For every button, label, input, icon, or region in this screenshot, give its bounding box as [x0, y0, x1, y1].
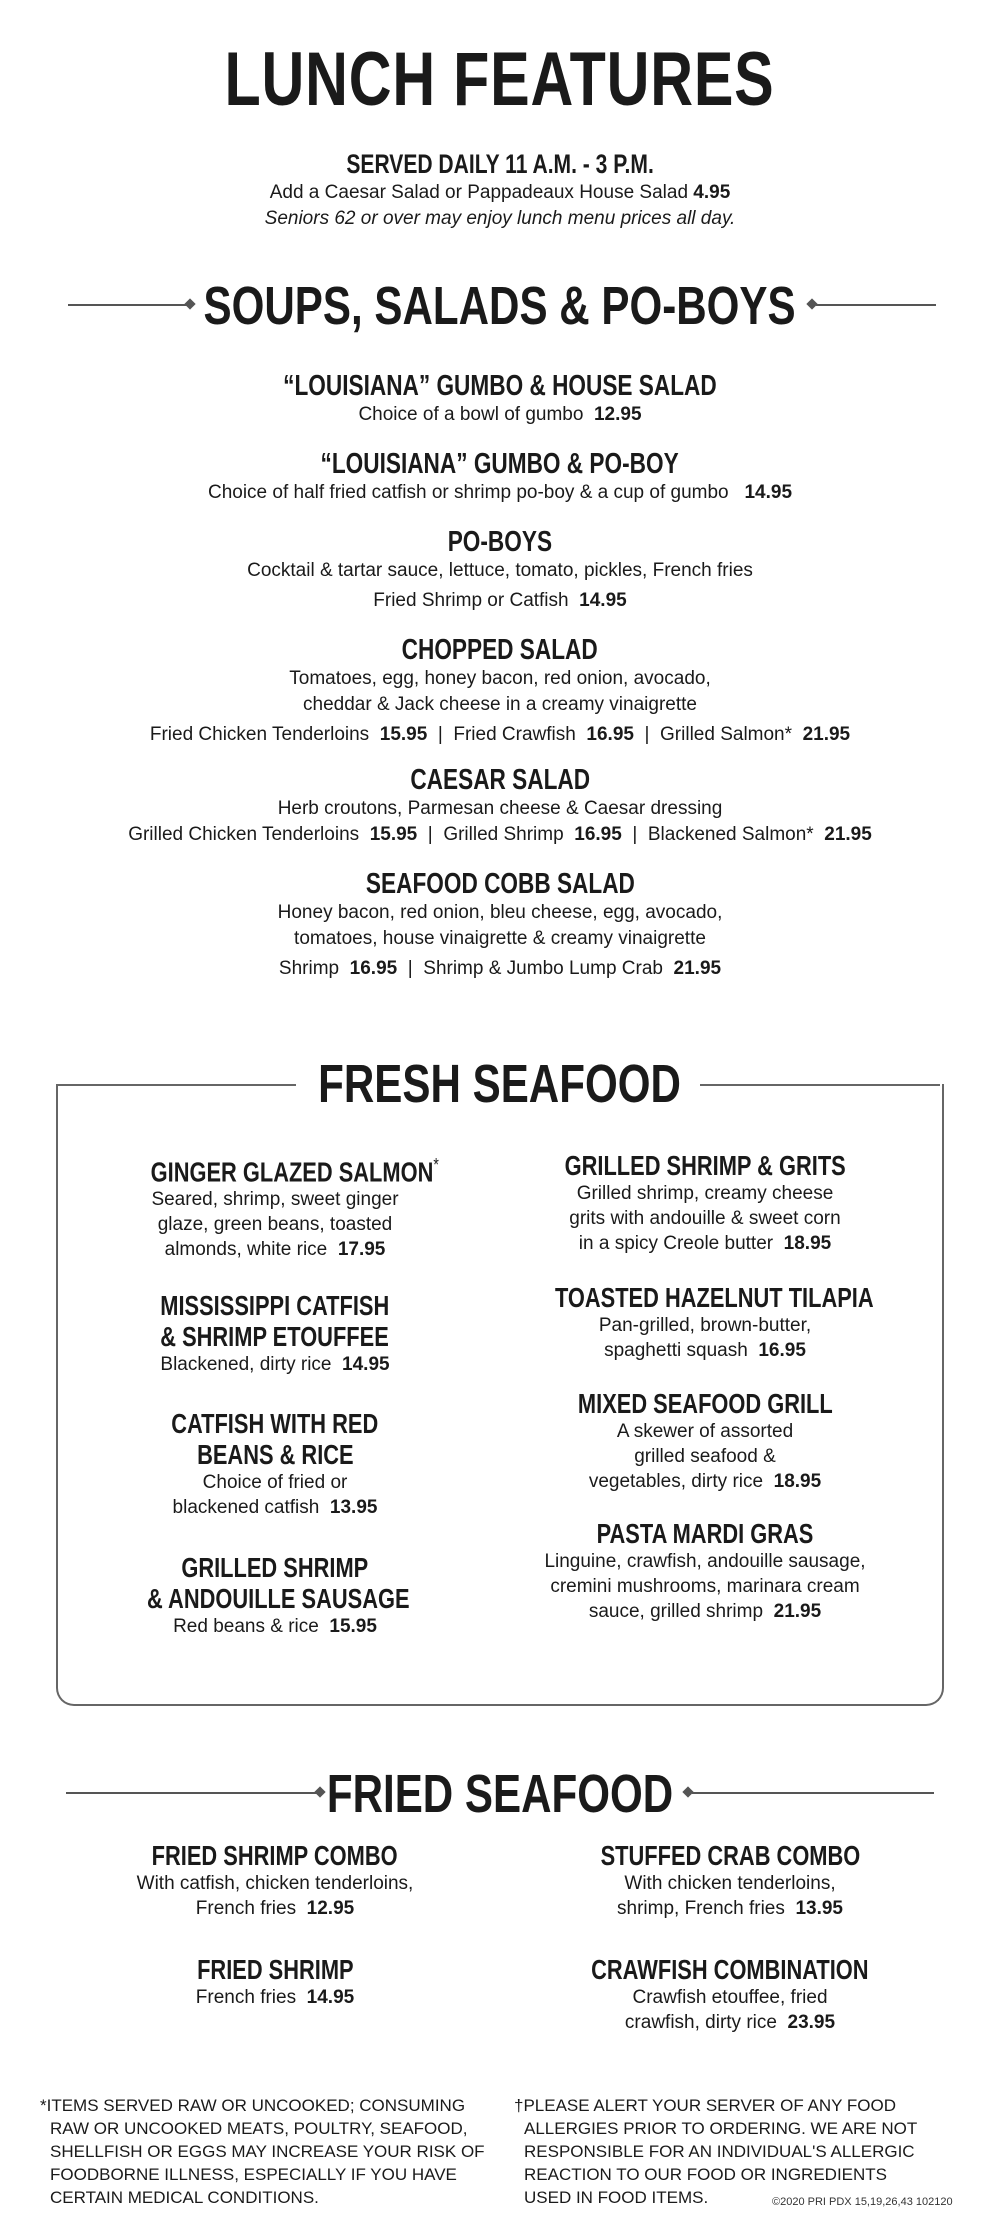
- item-option: Fried Shrimp or Catfish: [373, 590, 569, 611]
- served-hours: SERVED DAILY 11 A.M. - 3 P.M.: [346, 149, 654, 179]
- menu-item: [0, 448, 1000, 506]
- option-price: 21.95: [802, 724, 851, 745]
- item-name: MIXED SEAFOOD GRILL: [577, 1388, 833, 1419]
- item-desc: Pan-grilled, brown-butter,: [598, 1315, 812, 1336]
- item-desc: glaze, green beans, toasted: [157, 1214, 393, 1236]
- menu-item: [110, 1552, 440, 1639]
- item-options: Grilled Chicken Tenderloins 15.95 | Grilled Shrimp 16.95 | Blackened Salmon* 21.95: [128, 824, 872, 845]
- item-desc: Honey bacon, red onion, bleu cheese, egg, avocado,: [277, 902, 723, 923]
- footnote-line: USED IN FOOD ITEMS.: [524, 2188, 709, 2207]
- page-title: [0, 37, 1000, 122]
- menu-item: [0, 634, 1000, 748]
- menu-item: [510, 1518, 900, 1624]
- option-price: 15.95: [379, 724, 428, 745]
- menu-item: [95, 1954, 455, 2010]
- addon-line: [0, 180, 1000, 206]
- item-name: CAESAR SALAD: [410, 764, 590, 796]
- item-desc: Red beans & rice: [173, 1616, 319, 1637]
- section-soups-header: [0, 276, 1000, 336]
- footnote-line: REACTION TO OUR FOOD OR INGREDIENTS: [524, 2165, 888, 2184]
- item-desc: French fries: [195, 1987, 297, 2008]
- menu-item: [0, 764, 1000, 848]
- footnote-raw: [40, 2094, 510, 2209]
- item-price: 13.95: [795, 1898, 843, 1919]
- raw-mark: *: [433, 1155, 439, 1175]
- addon-price: 4.95: [693, 181, 731, 203]
- option-label: Grilled Salmon*: [660, 724, 793, 745]
- item-name: [151, 1150, 439, 1187]
- menu-item: [510, 1150, 900, 1256]
- item-desc: grits with andouille & sweet corn: [569, 1208, 841, 1229]
- item-price: 18.95: [773, 1471, 822, 1492]
- option-label: Blackened Salmon*: [647, 824, 814, 845]
- item-name: FRIED SHRIMP COMBO: [152, 1840, 398, 1871]
- option-price: 15.95: [369, 824, 418, 845]
- section-fried-title: FRIED SEAFOOD: [326, 1764, 674, 1824]
- item-desc: crawfish, dirty rice: [624, 2012, 777, 2033]
- menu-item: [0, 370, 1000, 428]
- item-desc: Choice of a bowl of gumbo: [358, 404, 584, 425]
- item-name: “LOUISIANA” GUMBO & PO-BOY: [320, 448, 680, 480]
- item-price: 17.95: [337, 1239, 386, 1261]
- option-label: Fried Chicken Tenderloins: [149, 724, 370, 745]
- item-price: 21.95: [773, 1601, 822, 1622]
- item-name: FRIED SHRIMP: [196, 1954, 354, 1985]
- footnote-line: RAW OR UNCOOKED MEATS, POULTRY, SEAFOOD,: [50, 2119, 468, 2138]
- item-name: & ANDOUILLE SAUSAGE: [147, 1583, 410, 1614]
- print-code: ©2020 PRI PDX 15,19,26,43 102120: [772, 2196, 953, 2208]
- section-fried-header: [0, 1764, 1000, 1824]
- item-price: 15.95: [329, 1616, 377, 1637]
- item-name: GRILLED SHRIMP: [181, 1552, 369, 1583]
- footnote-line: RESPONSIBLE FOR AN INDIVIDUAL'S ALLERGIC: [524, 2142, 915, 2161]
- item-name: MISSISSIPPI CATFISH: [160, 1290, 390, 1321]
- item-desc: Cocktail & tartar sauce, lettuce, tomato, pickles, French fries: [247, 560, 753, 581]
- item-price: 14.95: [579, 590, 627, 611]
- item-desc: Herb croutons, Parmesan cheese & Caesar dressing: [277, 798, 723, 819]
- item-price: 14.95: [342, 1354, 390, 1375]
- item-name-text: GINGER GLAZED SALMON: [150, 1156, 434, 1188]
- item-name: “LOUISIANA” GUMBO & HOUSE SALAD: [283, 370, 717, 402]
- item-name: SEAFOOD COBB SALAD: [365, 868, 635, 900]
- item-price: 14.95: [744, 482, 793, 503]
- footnote-line: †PLEASE ALERT YOUR SERVER OF ANY FOOD: [514, 2096, 897, 2115]
- item-price: 12.95: [306, 1898, 355, 1919]
- footnote-allergy: [514, 2094, 964, 2209]
- footnote-line: FOODBORNE ILLNESS, ESPECIALLY IF YOU HAVE: [50, 2165, 457, 2184]
- served-info: [0, 150, 1000, 232]
- page-title-text: LUNCH FEATURES: [225, 37, 775, 122]
- item-name: & SHRIMP ETOUFFEE: [160, 1321, 390, 1352]
- item-desc: French fries: [195, 1898, 297, 1919]
- item-desc: vegetables, dirty rice: [588, 1471, 764, 1492]
- item-price: 18.95: [783, 1233, 832, 1254]
- menu-item: [0, 526, 1000, 614]
- section-soups-title: SOUPS, SALADS & PO-BOYS: [203, 276, 797, 336]
- divider-line: [816, 304, 936, 306]
- item-desc: Linguine, crawfish, andouille sausage,: [544, 1551, 866, 1572]
- menu-item: [110, 1290, 440, 1377]
- item-options: Shrimp 16.95 | Shrimp & Jumbo Lump Crab 21.95: [278, 958, 722, 979]
- section-fresh-title: FRESH SEAFOOD: [318, 1054, 682, 1114]
- option-price: 21.95: [673, 958, 722, 979]
- item-name: PO-BOYS: [447, 526, 553, 558]
- item-name: TOASTED HAZELNUT TILAPIA: [554, 1282, 874, 1313]
- item-desc: Choice of fried or: [202, 1472, 348, 1493]
- item-desc: Crawfish etouffee, fried: [632, 1987, 828, 2008]
- item-options: Fried Chicken Tenderloins 15.95 | Fried Crawfish 16.95 | Grilled Salmon* 21.95: [149, 724, 851, 745]
- menu-item: [95, 1840, 455, 1921]
- option-label: Shrimp & Jumbo Lump Crab: [423, 958, 663, 979]
- item-desc: Choice of half fried catfish or shrimp po-boy & a cup of gumbo: [207, 482, 729, 503]
- item-desc: almonds, white rice: [164, 1239, 328, 1261]
- item-name: STUFFED CRAB COMBO: [600, 1840, 860, 1871]
- item-desc: With catfish, chicken tenderloins,: [136, 1873, 414, 1894]
- item-desc: tomatoes, house vinaigrette & creamy vinaigrette: [294, 928, 706, 949]
- menu-item: [510, 1388, 900, 1494]
- divider-line: [692, 1792, 934, 1794]
- option-label: Grilled Chicken Tenderloins: [128, 824, 360, 845]
- item-desc: Tomatoes, egg, honey bacon, red onion, avocado,: [289, 668, 711, 689]
- menu-item: [110, 1150, 440, 1262]
- item-name: CATFISH WITH RED: [171, 1408, 379, 1439]
- item-price: 23.95: [787, 2012, 836, 2033]
- option-label: Shrimp: [278, 958, 340, 979]
- item-desc: A skewer of assorted: [616, 1421, 794, 1442]
- footnote-line: ALLERGIES PRIOR TO ORDERING. WE ARE NOT: [524, 2119, 918, 2138]
- item-price: 16.95: [758, 1340, 806, 1361]
- item-price: 13.95: [329, 1497, 378, 1518]
- footnote-line: CERTAIN MEDICAL CONDITIONS.: [50, 2188, 319, 2207]
- menu-item: [550, 1954, 910, 2035]
- item-desc: Seared, shrimp, sweet ginger: [151, 1189, 399, 1211]
- footnote-line: *ITEMS SERVED RAW OR UNCOOKED; CONSUMING: [40, 2096, 466, 2115]
- option-price: 16.95: [349, 958, 398, 979]
- item-name: GRILLED SHRIMP & GRITS: [564, 1150, 846, 1181]
- footnote-line: SHELLFISH OR EGGS MAY INCREASE YOUR RISK OF: [50, 2142, 485, 2161]
- item-name: CHOPPED SALAD: [401, 634, 599, 666]
- option-price: 16.95: [586, 724, 634, 745]
- item-desc: cremini mushrooms, marinara cream: [550, 1576, 860, 1597]
- section-fresh-header: [0, 1054, 1000, 1114]
- item-desc: in a spicy Creole butter: [578, 1233, 774, 1254]
- item-name: PASTA MARDI GRAS: [596, 1518, 814, 1549]
- item-desc: shrimp, French fries: [617, 1898, 785, 1919]
- item-desc: sauce, grilled shrimp: [588, 1601, 764, 1622]
- item-desc: Blackened, dirty rice: [160, 1354, 332, 1375]
- menu-item: [510, 1282, 900, 1363]
- item-desc: With chicken tenderloins,: [624, 1873, 836, 1894]
- item-desc: spaghetti squash: [604, 1340, 748, 1361]
- item-price: 12.95: [593, 404, 642, 425]
- menu-item: [0, 868, 1000, 982]
- item-price: 14.95: [306, 1987, 355, 2008]
- item-name: BEANS & RICE: [196, 1439, 354, 1470]
- option-label: Fried Crawfish: [453, 724, 576, 745]
- option-label: Grilled Shrimp: [443, 824, 564, 845]
- option-price: 21.95: [824, 824, 872, 845]
- item-name: CRAWFISH COMBINATION: [591, 1954, 869, 1985]
- menu-item: [550, 1840, 910, 1921]
- seniors-note: Seniors 62 or over may enjoy lunch menu prices all day.: [264, 207, 736, 229]
- menu-item: [110, 1408, 440, 1520]
- item-desc: blackened catfish: [172, 1497, 320, 1518]
- item-desc: Grilled shrimp, creamy cheese: [576, 1183, 834, 1204]
- item-desc: grilled seafood &: [634, 1446, 776, 1467]
- addon-text: Add a Caesar Salad or Pappadeaux House Salad: [269, 181, 689, 203]
- item-desc: cheddar & Jack cheese in a creamy vinaigrette: [303, 694, 697, 715]
- option-price: 16.95: [574, 824, 622, 845]
